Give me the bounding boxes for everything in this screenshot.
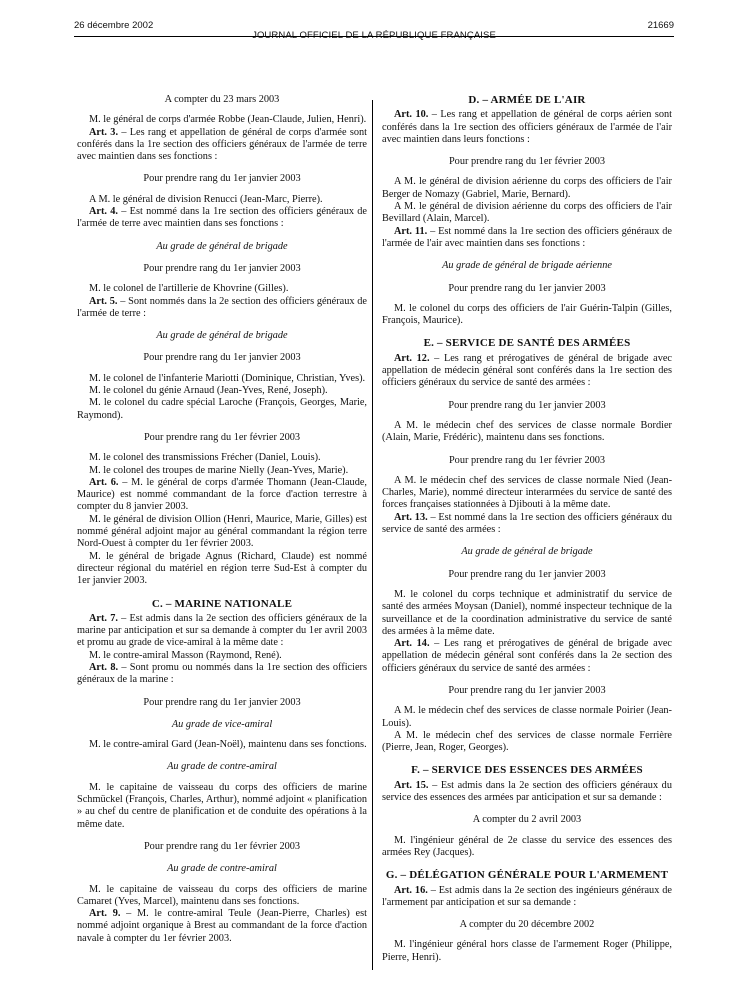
paragraph bbox=[382, 780, 672, 805]
text: M. le général de division Ollion (Henri, Maurice, Marie, Gilles) est nommé général adjoint major au général commandant la région terre Nord-Ouest à compter du 1er février 2003. bbox=[77, 513, 367, 550]
text: Au grade de général de brigade bbox=[461, 546, 593, 558]
paragraph bbox=[382, 512, 672, 537]
paragraph bbox=[382, 885, 672, 910]
paragraph bbox=[382, 730, 672, 755]
text: G. – DÉLÉGATION GÉNÉRALE POUR L'ARMEMENT bbox=[385, 869, 669, 882]
article-number: Art. 10. bbox=[394, 109, 429, 121]
text: – Les rang et appellation de général de corps aérien sont conférés dans la 1re section des officiers généraux de l'armée de l'air avec maintien dans leurs fonctions : bbox=[382, 109, 672, 145]
text: M. le colonel du cadre spécial Laroche (François, Georges, Marie, Raymond). bbox=[77, 397, 367, 421]
text: A M. le général de division aérienne du corps des officiers de l'air Berger de Nomazy (Gabriel, Marie, Bernard). bbox=[382, 176, 672, 200]
date-line bbox=[77, 352, 367, 364]
text: A M. le général de division aérienne du corps des officiers de l'air Bevillard (Alain, Marcel). bbox=[382, 201, 672, 225]
paragraph bbox=[77, 650, 367, 662]
paragraph bbox=[77, 551, 367, 588]
text: – Les rang et prérogatives de général de brigade avec appellation de médecin général sont conférés dans la 2e section des officiers généraux du service de santé des armées : bbox=[382, 638, 672, 674]
date-line bbox=[382, 400, 672, 412]
text: M. le contre-amiral Masson (Raymond, René). bbox=[89, 649, 282, 661]
header-date: 26 décembre 2002 bbox=[74, 20, 154, 31]
date-line bbox=[77, 841, 367, 853]
section-heading bbox=[77, 598, 367, 610]
text: M. le colonel du corps des officiers de l'air Guérin-Talpin (Gilles, François, Maurice). bbox=[382, 302, 672, 327]
paragraph bbox=[382, 201, 672, 226]
text: M. l'ingénieur général de 2e classe du service des essences des armées Rey (Jacques). bbox=[382, 834, 672, 858]
text: Pour prendre rang du 1er janvier 2003 bbox=[143, 262, 301, 274]
article-number: Art. 14. bbox=[394, 638, 430, 650]
date-line bbox=[382, 814, 672, 826]
text: M. le colonel du génie Arnaud (Jean-Yves, René, Joseph). bbox=[89, 385, 328, 397]
text: A M. le médecin chef des services de classe normale Ferrière (Pierre, Jean, Roger, Georges). bbox=[382, 729, 672, 754]
paragraph bbox=[382, 109, 672, 146]
journal-title: JOURNAL OFFICIEL DE LA RÉPUBLIQUE FRANÇAISE bbox=[252, 30, 496, 41]
date-line bbox=[382, 156, 672, 168]
section-heading bbox=[382, 337, 672, 349]
text: Au grade de général de brigade aérienne bbox=[442, 260, 612, 272]
right-column bbox=[382, 94, 672, 964]
article-number: Art. 12. bbox=[394, 352, 430, 364]
column-divider bbox=[372, 100, 373, 970]
text: Pour prendre rang du 1er janvier 2003 bbox=[448, 568, 606, 580]
paragraph bbox=[382, 303, 672, 328]
text: C. – MARINE NATIONALE bbox=[151, 597, 293, 610]
article-number: Art. 7. bbox=[89, 612, 118, 624]
article-number: Art. 8. bbox=[89, 661, 119, 673]
grade-heading bbox=[77, 330, 367, 342]
paragraph bbox=[77, 127, 367, 164]
text: Pour prendre rang du 1er février 2003 bbox=[448, 156, 606, 168]
text: M. le colonel du corps technique et administratif du service de santé des armées Moysan (Daniel), nommé inspecteur technique de la surveillance et de la coordination administrative du service de santé des armées à la même date. bbox=[382, 588, 672, 637]
grade-heading bbox=[382, 260, 672, 272]
paragraph bbox=[77, 283, 367, 295]
text: M. le contre-amiral Gard (Jean-Noël), maintenu dans ses fonctions. bbox=[89, 739, 367, 751]
header-rule bbox=[74, 36, 674, 37]
text: – Est admis dans la 2e section des officiers généraux de la marine par anticipation et sur sa demande à compter du 1er avril 2003 et promu au grade de vice-amiral à la même date : bbox=[77, 612, 367, 649]
date-line bbox=[382, 569, 672, 581]
grade-heading bbox=[77, 719, 367, 731]
date-line bbox=[77, 173, 367, 185]
text: F. – SERVICE DES ESSENCES DES ARMÉES bbox=[411, 764, 643, 777]
text: Au grade de contre-amiral bbox=[167, 863, 277, 875]
text: M. le colonel de l'infanterie Mariotti (Dominique, Christian, Yves). bbox=[89, 372, 366, 384]
paragraph bbox=[77, 884, 367, 909]
left-column bbox=[77, 94, 367, 945]
text: – Les rang et prérogatives de général de brigade avec appellation de médecin général sont conférés dans la 1re section des officiers généraux du service de santé des armées : bbox=[382, 352, 672, 389]
paragraph bbox=[77, 373, 367, 385]
text: A compter du 23 mars 2003 bbox=[164, 94, 280, 105]
paragraph bbox=[382, 176, 672, 201]
text: – Est nommé dans la 1re section des officiers généraux de l'armée de terre avec maintien dans ses fonctions : bbox=[77, 206, 367, 230]
grade-heading bbox=[77, 241, 367, 253]
paragraph bbox=[77, 194, 367, 206]
text: Pour prendre rang du 1er janvier 2003 bbox=[143, 173, 301, 185]
text: Au grade de vice-amiral bbox=[171, 718, 273, 730]
text: Pour prendre rang du 1er février 2003 bbox=[448, 454, 606, 466]
paragraph bbox=[77, 296, 367, 321]
text: M. le colonel des transmissions Frécher (Daniel, Louis). bbox=[89, 452, 321, 464]
article-number: Art. 6. bbox=[89, 476, 119, 488]
text: – Les rang et appellation de général de corps d'armée sont conférés dans la 1re section des officiers généraux de l'armée de terre avec maintien dans ses fonctions : bbox=[77, 126, 367, 163]
paragraph bbox=[77, 206, 367, 231]
text: – Est nommé dans la 1re section des officiers généraux du service de santé des armées : bbox=[382, 511, 672, 536]
date-line bbox=[77, 263, 367, 275]
article-number: Art. 9. bbox=[89, 908, 121, 920]
text: Au grade de général de brigade bbox=[156, 330, 288, 342]
text: E. – SERVICE DE SANTÉ DES ARMÉES bbox=[423, 337, 631, 350]
text: – Est admis dans la 2e section des ingénieurs généraux de l'armement par anticipation et sur sa demande : bbox=[382, 884, 672, 908]
text: – Est nommé dans la 1re section des officiers généraux de l'armée de l'air avec maintien dans ses fonctions : bbox=[382, 225, 672, 249]
text: M. le colonel des troupes de marine Nielly (Jean-Yves, Marie). bbox=[89, 464, 349, 476]
paragraph bbox=[382, 420, 672, 445]
paragraph bbox=[382, 705, 672, 730]
paragraph bbox=[77, 739, 367, 751]
text: M. le général de corps d'armée Robbe (Jean-Claude, Julien, Henri). bbox=[89, 114, 367, 126]
text: M. le général de brigade Agnus (Richard, Claude) est nommé directeur régional du matériel en région terre Sud-Est à compter du 1er janvier 2003. bbox=[77, 550, 367, 587]
article-number: Art. 5. bbox=[89, 295, 118, 307]
text: M. l'ingénieur général hors classe de l'armement Roger (Philippe, Pierre, Henri). bbox=[382, 939, 672, 963]
text: A M. le médecin chef des services de classe normale Bordier (Alain, Marie, Frédéric), maintenu dans ses fonctions. bbox=[382, 419, 672, 444]
text: – Sont nommés dans la 2e section des officiers généraux de l'armée de terre : bbox=[77, 295, 368, 319]
page-number: 21669 bbox=[647, 20, 674, 31]
paragraph bbox=[382, 226, 672, 251]
text: Pour prendre rang du 1er janvier 2003 bbox=[143, 696, 301, 708]
text: – M. le général de corps d'armée Thomann (Jean-Claude, Maurice) est nommé commandant de la force d'action terrestre à compter du 8 janvier 2003. bbox=[77, 476, 367, 513]
text: A M. le médecin chef des services de classe normale Poirier (Jean-Louis). bbox=[382, 705, 672, 729]
paragraph bbox=[77, 908, 367, 945]
article-number: Art. 15. bbox=[394, 779, 429, 791]
date-line bbox=[382, 283, 672, 295]
date-line bbox=[77, 94, 367, 106]
text: Pour prendre rang du 1er janvier 2003 bbox=[448, 684, 606, 696]
date-line bbox=[382, 685, 672, 697]
paragraph bbox=[77, 662, 367, 687]
text: Pour prendre rang du 1er janvier 2003 bbox=[448, 282, 606, 294]
text: Pour prendre rang du 1er février 2003 bbox=[143, 431, 301, 443]
text: M. le colonel de l'artillerie de Khovrine (Gilles). bbox=[89, 283, 289, 295]
text: A M. le médecin chef des services de classe normale Nied (Jean-Charles, Marie), nommé directeur interarmées du service de santé des forces françaises stationnées à Djibouti à la même date. bbox=[382, 474, 672, 511]
text: Au grade de contre-amiral bbox=[167, 761, 277, 773]
grade-heading bbox=[77, 863, 367, 875]
article-number: Art. 11. bbox=[394, 225, 428, 237]
paragraph bbox=[382, 638, 672, 675]
paragraph bbox=[77, 514, 367, 551]
paragraph bbox=[77, 397, 367, 422]
text: Pour prendre rang du 1er janvier 2003 bbox=[448, 399, 606, 411]
text: M. le capitaine de vaisseau du corps des officiers de marine Camaret (Yves, Marcel), maintenu dans ses fonctions. bbox=[77, 883, 367, 907]
text: D. – ARMÉE DE L'AIR bbox=[468, 94, 586, 106]
paragraph bbox=[77, 782, 367, 831]
paragraph bbox=[382, 475, 672, 512]
text: M. le capitaine de vaisseau du corps des officiers de marine Schmückel (François, Charles, Arthur), nommé adjoint « planification » au chef du centre de planification et de conduite des opérations à la même date. bbox=[77, 781, 367, 830]
date-line bbox=[382, 919, 672, 931]
paragraph bbox=[382, 939, 672, 964]
date-line bbox=[77, 432, 367, 444]
article-number: Art. 4. bbox=[89, 206, 118, 218]
paragraph bbox=[77, 385, 367, 397]
article-number: Art. 3. bbox=[89, 126, 119, 138]
paragraph bbox=[77, 613, 367, 650]
paragraph bbox=[77, 477, 367, 514]
page-header bbox=[74, 20, 674, 41]
text: Pour prendre rang du 1er janvier 2003 bbox=[143, 352, 301, 364]
section-heading bbox=[382, 94, 672, 106]
grade-heading bbox=[77, 761, 367, 773]
paragraph bbox=[382, 353, 672, 390]
article-number: Art. 13. bbox=[394, 511, 428, 523]
text: Pour prendre rang du 1er février 2003 bbox=[143, 840, 301, 852]
article-number: Art. 16. bbox=[394, 884, 428, 896]
section-heading bbox=[382, 764, 672, 776]
text: – Sont promu ou nommés dans la 1re section des officiers généraux de la marine : bbox=[77, 661, 367, 686]
paragraph bbox=[382, 589, 672, 638]
paragraph bbox=[382, 835, 672, 860]
date-line bbox=[382, 455, 672, 467]
text: – M. le contre-amiral Teule (Jean-Pierre, Charles) est nommé adjoint organique à Brest au commandant de la force d'action navale à compter du 1er février 2003. bbox=[77, 908, 367, 944]
grade-heading bbox=[382, 546, 672, 558]
text: A compter du 20 décembre 2002 bbox=[459, 919, 595, 931]
section-heading bbox=[382, 869, 672, 881]
text: Au grade de général de brigade bbox=[156, 240, 288, 252]
text: A M. le général de division Renucci (Jean-Marc, Pierre). bbox=[89, 193, 323, 205]
paragraph bbox=[77, 114, 367, 126]
paragraph bbox=[77, 465, 367, 477]
text: – Est admis dans la 2e section des officiers généraux du service des essences des armées par anticipation et sur sa demande : bbox=[382, 779, 672, 804]
paragraph bbox=[77, 452, 367, 464]
text: A compter du 2 avril 2003 bbox=[472, 814, 582, 826]
date-line bbox=[77, 697, 367, 709]
